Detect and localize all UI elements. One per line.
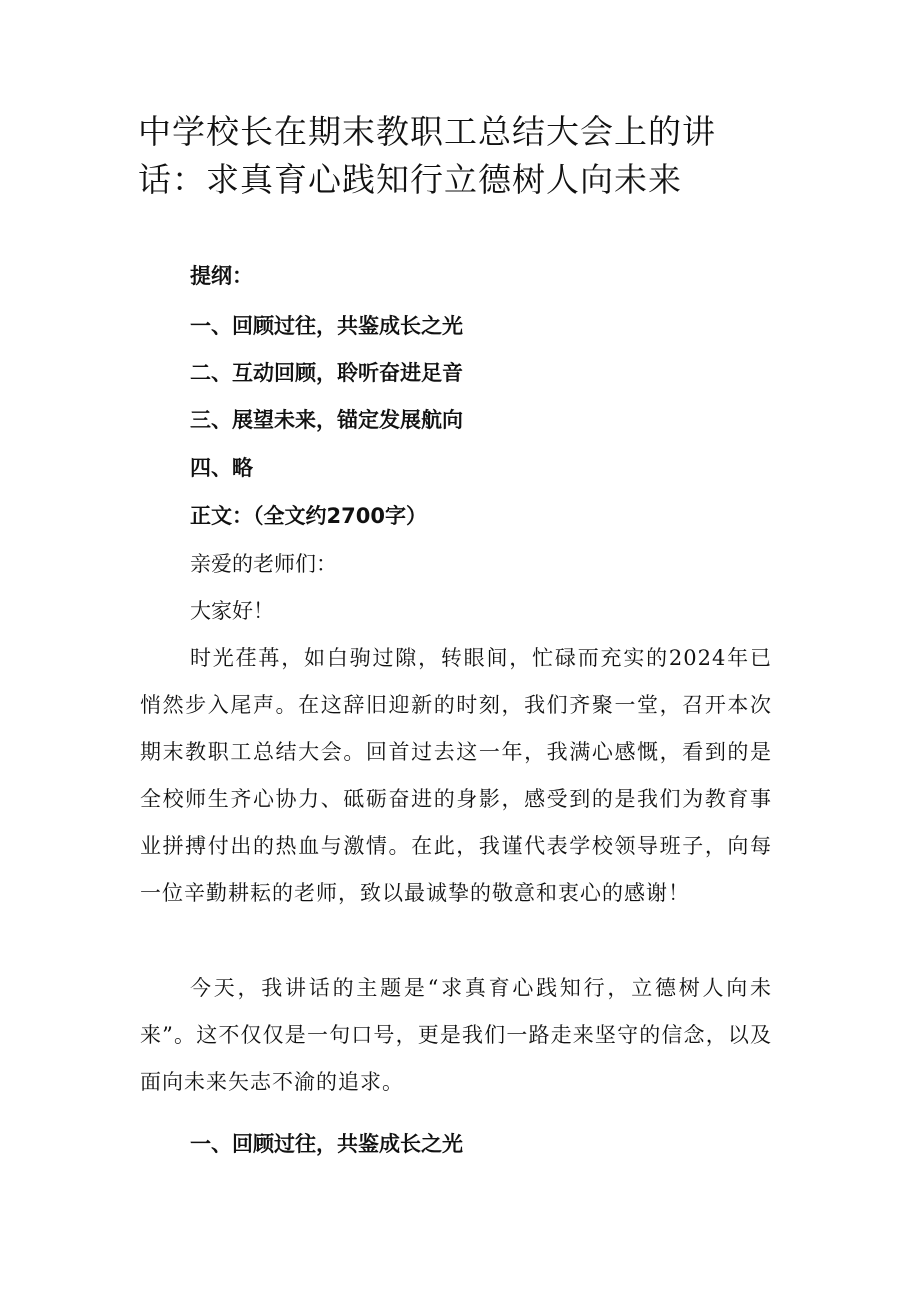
body-label: 正文：（全文约2700字） <box>190 504 427 528</box>
greeting: 大家好！ <box>190 599 274 623</box>
outline-heading: 提纲： <box>190 264 253 288</box>
section-heading-1: 一、回顾过往，共鉴成长之光 <box>190 1132 463 1156</box>
salutation: 亲爱的老师们： <box>190 552 337 576</box>
paragraph-2: 今天，我讲话的主题是“求真育心践知行，立德树人向未来”。这不仅仅是一句口号，更是我们一路走来坚守的信念，以及面向未来矢志不渝的追求。 <box>140 976 772 1094</box>
outline-item-2: 二、互动回顾，聆听奋进足音 <box>190 361 463 385</box>
paragraph-1: 时光荏苒，如白驹过隙，转眼间，忙碌而充实的2024年已悄然步入尾声。在这辞旧迎新的时刻，我们齐聚一堂，召开本次期末教职工总结大会。回首过去这一年，我满心感慨，看到的是全校师生齐心协力、砥砺奋进的身影，感受到的是我们为教育事业拼搏付出的热血与激情。在此，我谨代表学校领导班子，向每一位辛勤耕耘的老师，致以最诚挚的敬意和衷心的感谢！ <box>140 646 772 905</box>
outline-item-1: 一、回顾过往，共鉴成长之光 <box>190 314 463 338</box>
document-title: 中学校长在期末教职工总结大会上的讲话：求真育心践知行立德树人向未来 <box>138 112 716 199</box>
outline-item-4: 四、略 <box>190 456 253 480</box>
outline-item-3: 三、展望未来，锚定发展航向 <box>190 408 463 432</box>
